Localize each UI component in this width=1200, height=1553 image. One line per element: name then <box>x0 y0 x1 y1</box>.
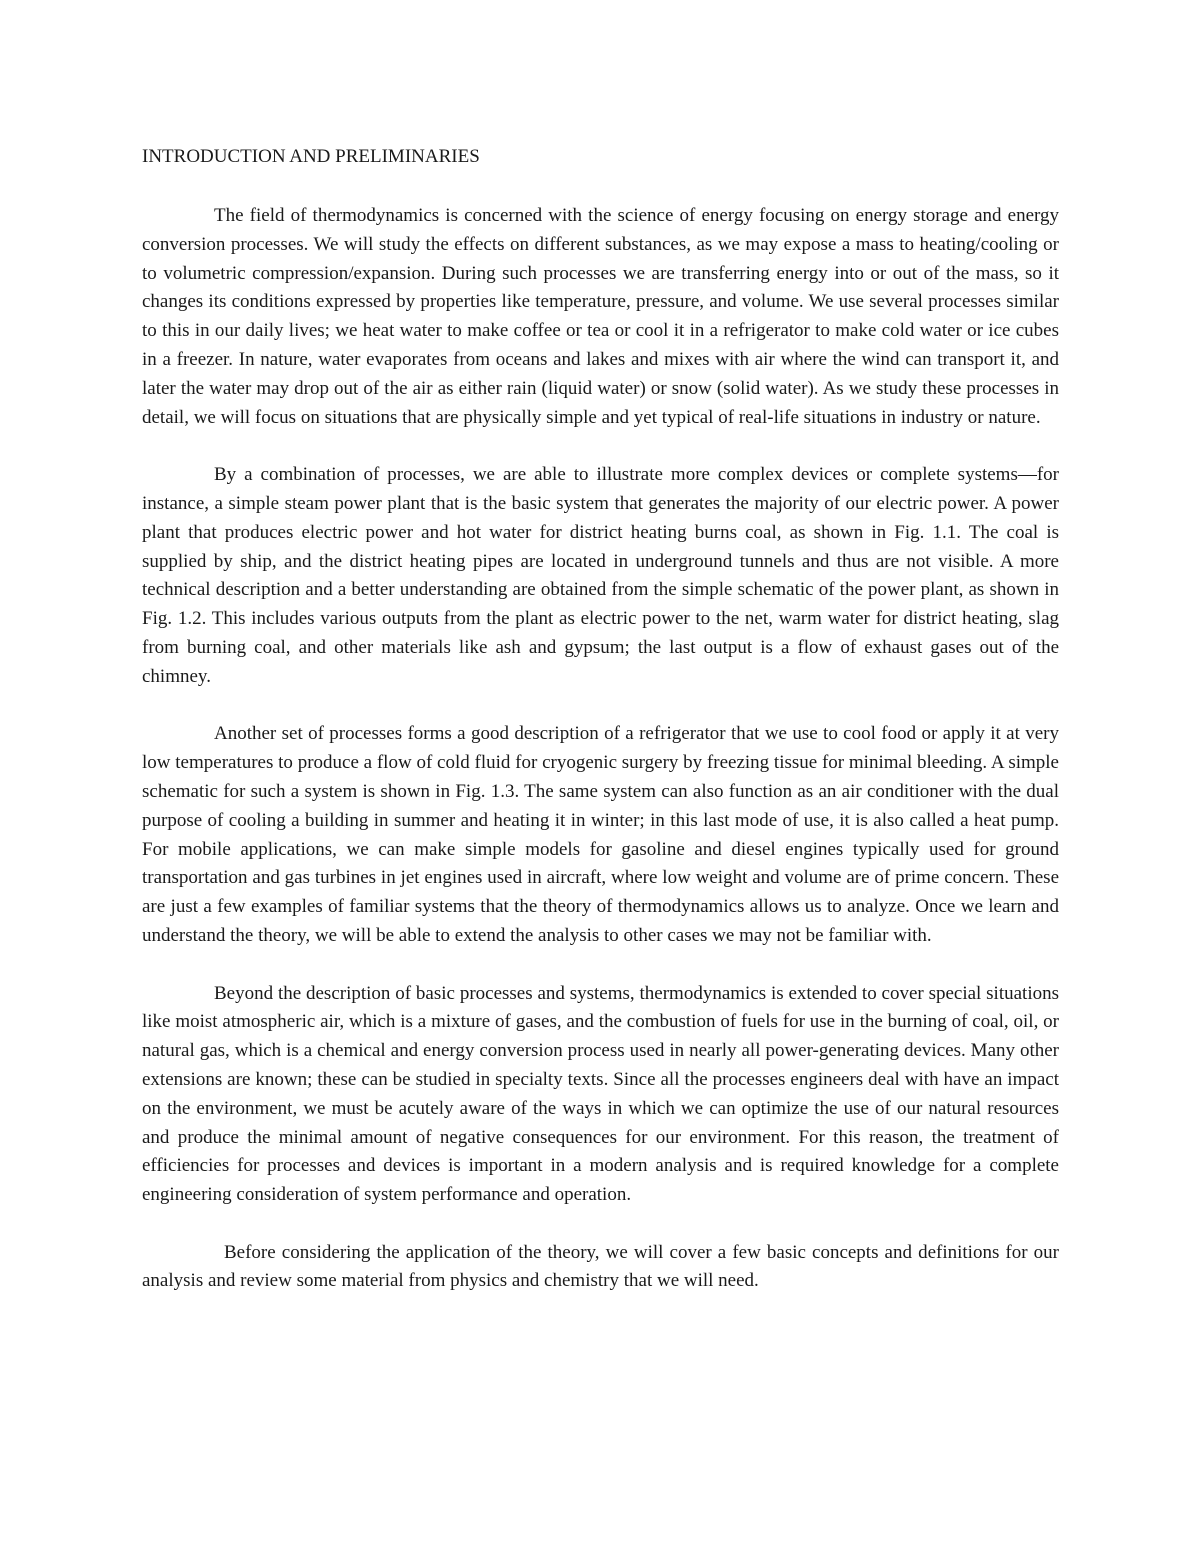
paragraph-conclusion: Before considering the application of the theory, we will cover a few basic concepts and definitions for our analysis and review some material from physics and chemistry that we will need. <box>142 1241 1059 1292</box>
paragraph-extensions: Beyond the description of basic processes and systems, thermodynamics is extended to cover special situations like moist atmospheric air, which is a mixture of gases, and the combustion of fuels for use in the burning of coal, oil, or natural gas, which is a chemical and energy conversion process used in nearly all power-generating devices. Many other extensions are known; these can be studied in specialty texts. Since all the processes engineers deal with have an impact on the environment, we must be acutely aware of the ways in which we can optimize the use of our natural resources and produce the minimal amount of negative consequences for our environment. For this reason, the treatment of efficiencies for processes and devices is important in a modern analysis and is required knowledge for a complete engineering consideration of system performance and operation. <box>142 982 1059 1206</box>
paragraph-power-plant: By a combination of processes, we are able to illustrate more complex devices or complete systems—for instance, a simple steam power plant that is the basic system that generates the majority of our electric power. A power plant that produces electric power and hot water for district heating burns coal, as shown in Fig. 1.1. The coal is supplied by ship, and the district heating pipes are located in underground tunnels and thus are not visible. A more technical description and a better understanding are obtained from the simple schematic of the power plant, as shown in Fig. 1.2. This includes various outputs from the plant as electric power to the net, warm water for district heating, slag from burning coal, and other materials like ash and gypsum; the last output is a flow of exhaust gases out of the chimney. <box>142 464 1059 687</box>
paragraph-refrigerator: Another set of processes forms a good description of a refrigerator that we use to cool food or apply it at very low temperatures to produce a flow of cold fluid for cryogenic surgery by freezing tissue for minimal bleeding. A simple schematic for such a system is shown in Fig. 1.3. The same system can also function as an air conditioner with the dual purpose of cooling a building in summer and heating it in winter; in this last mode of use, it is also called a heat pump. For mobile applications, we can make simple models for gasoline and diesel engines typically used for ground transportation and gas turbines in jet engines used in aircraft, where low weight and volume are of prime concern. These are just a few examples of familiar systems that the theory of thermodynamics allows us to analyze. Once we learn and understand the theory, we will be able to extend the analysis to other cases we may not be familiar with. <box>142 723 1059 946</box>
paragraph-intro: The field of thermodynamics is concerned with the science of energy focusing on energy storage and energy conversion processes. We will study the effects on different substances, as we may expose a mass to heating/cooling or to volumetric compression/expansion. During such processes we are transferring energy into or out of the mass, so it changes its conditions expressed by properties like temperature, pressure, and volume. We use several processes similar to this in our daily lives; we heat water to make coffee or tea or cool it in a refrigerator to make cold water or ice cubes in a freezer. In nature, water evaporates from oceans and lakes and mixes with air where the wind can transport it, and later the water may drop out of the air as either rain (liquid water) or snow (solid water). As we study these processes in detail, we will focus on situations that are physically simple and yet typical of real-life situations in industry or nature. <box>142 205 1059 428</box>
document-body <box>142 143 1059 1296</box>
page-title: INTRODUCTION AND PRELIMINARIES <box>142 146 480 167</box>
